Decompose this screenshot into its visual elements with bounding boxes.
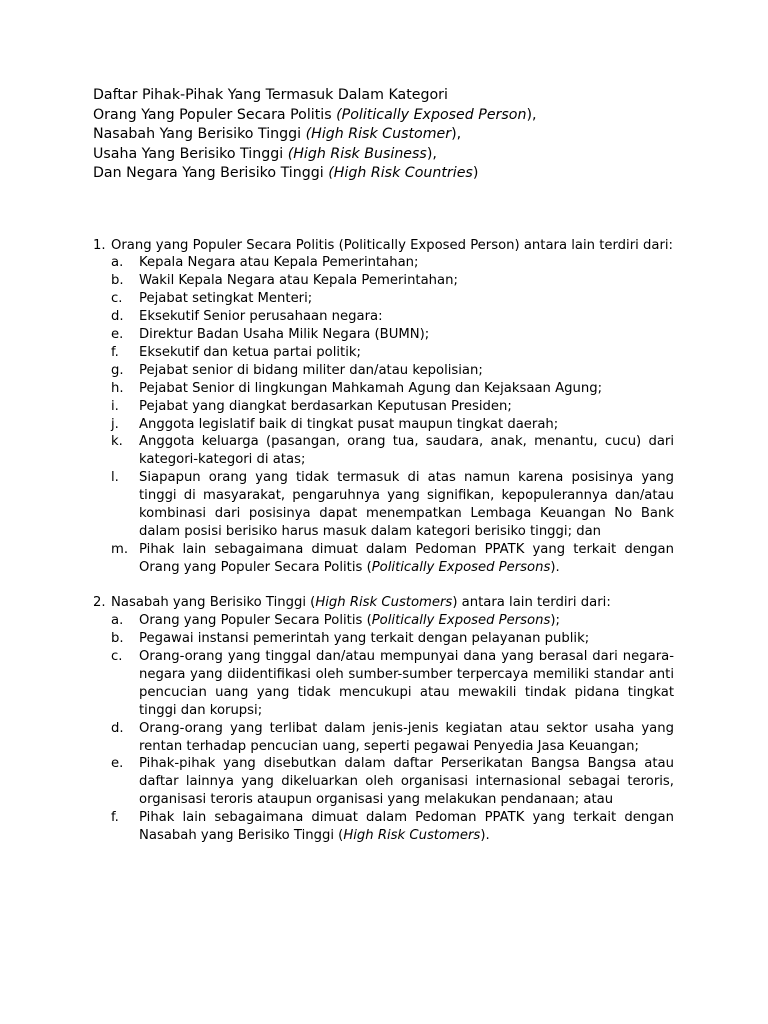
list-item-text: Direktur Badan Usaha Milik Negara (BUMN); — [139, 327, 430, 343]
document-title — [93, 86, 674, 184]
section-1 — [93, 237, 674, 577]
list-item-text — [139, 612, 674, 630]
list-marker: b. — [111, 273, 124, 289]
title-line-2-italic: (Politically Exposed Person — [336, 106, 527, 123]
list-item-text: Wakil Kepala Negara atau Kepala Pemerintahan; — [139, 273, 458, 289]
list-item-text — [139, 809, 674, 845]
title-line-3-text: Nasabah Yang Berisiko Tinggi — [93, 126, 306, 142]
list-item-text: Pejabat yang diangkat berdasarkan Keputusan Presiden; — [139, 398, 512, 414]
list-item-text-end: ). — [550, 559, 560, 575]
title-line-5 — [93, 164, 674, 184]
list-item — [111, 469, 674, 541]
list-marker: m. — [111, 541, 129, 557]
list-item — [111, 308, 674, 326]
list-item — [111, 344, 674, 362]
title-line-5-end: ) — [472, 165, 479, 181]
title-line-4 — [93, 145, 674, 165]
section-2-heading-part: Nasabah yang Berisiko Tinggi ( — [111, 595, 316, 611]
list-item — [111, 254, 674, 272]
section-1-heading-text: Orang yang Populer Secara Politis (Politically Exposed Person) antara lain terdiri dari: — [111, 237, 673, 253]
title-line-2-end: ), — [526, 106, 537, 123]
section-2-heading — [93, 594, 674, 612]
list-item — [111, 809, 674, 845]
list-item-text: Eksekutif dan ketua partai politik; — [139, 344, 361, 360]
list-item — [111, 290, 674, 308]
list-marker: d. — [111, 309, 124, 325]
list-marker: b. — [111, 631, 124, 647]
list-item — [111, 648, 674, 720]
list-item — [111, 630, 674, 648]
list-item-italic: Politically Exposed Persons — [371, 613, 551, 629]
list-item — [111, 755, 674, 809]
list-marker: f. — [111, 344, 119, 360]
list-item-text: Pegawai instansi pemerintah yang terkait dengan pelayanan publik; — [139, 631, 590, 647]
list-item-text: Pejabat Senior di lingkungan Mahkamah Agung dan Kejaksaan Agung; — [139, 380, 603, 396]
list-item-text: Pejabat senior di bidang militer dan/atau kepolisian; — [139, 362, 483, 378]
list-item-italic: High Risk Customers — [343, 828, 481, 844]
list-item-italic: Politically Exposed Persons — [371, 559, 551, 575]
list-item-text: Anggota keluarga (pasangan, orang tua, saudara, anak, menantu, cucu) dari kategori-kategori di atas; — [139, 434, 674, 468]
section-2-heading-end: ) antara lain terdiri dari: — [452, 595, 611, 611]
list-marker: a. — [111, 613, 124, 629]
list-item-text-end: ). — [480, 828, 490, 844]
title-line-4-italic: (High Risk Business — [287, 145, 427, 162]
list-item — [111, 398, 674, 416]
list-marker: k. — [111, 434, 123, 450]
section-2-number: 2. — [93, 595, 106, 611]
list-item-text-part: Orang yang Populer Secara Politis ( — [139, 613, 372, 629]
list-item-text: Orang-orang yang terlibat dalam jenis-jenis kegiatan atau sektor usaha yang rentan terhadap pencucian uang, seperti pegawai Penyedia Jasa Keuangan; — [139, 720, 674, 754]
list-item — [111, 720, 674, 756]
section-2-heading-italic: High Risk Customers — [315, 595, 453, 611]
section-2-heading-text — [111, 594, 674, 612]
list-item-text: Eksekutif Senior perusahaan negara: — [139, 309, 383, 325]
list-item-text: Anggota legislatif baik di tingkat pusat maupun tingkat daerah; — [139, 416, 559, 432]
section-1-list — [93, 254, 674, 576]
section-1-heading — [93, 237, 674, 255]
list-item-text: Kepala Negara atau Kepala Pemerintahan; — [139, 255, 419, 271]
list-item-text-part: Pihak lain sebagaimana dimuat dalam Pedoman PPATK yang terkait dengan Nasabah yang Berisiko Tinggi ( — [139, 810, 674, 844]
title-line-4-text: Usaha Yang Berisiko Tinggi — [93, 145, 288, 162]
list-item — [111, 326, 674, 344]
list-marker: f. — [111, 810, 119, 826]
list-item — [111, 362, 674, 380]
list-marker: a. — [111, 255, 124, 271]
list-item — [111, 272, 674, 290]
list-marker: g. — [111, 362, 124, 378]
title-line-3-end: ), — [451, 126, 462, 142]
list-item-text: Pejabat setingkat Menteri; — [139, 291, 313, 307]
list-marker: l. — [111, 470, 119, 486]
list-marker: c. — [111, 291, 123, 307]
list-item-text: Pihak-pihak yang disebutkan dalam daftar Perserikatan Bangsa Bangsa atau daftar lainnya yang dikeluarkan oleh organisasi internasional sebagai teroris, organisasi teroris ataupun organisasi yang melakukan pendanaan; atau — [139, 756, 674, 808]
list-item — [111, 541, 674, 577]
section-1-number: 1. — [93, 237, 106, 253]
list-item — [111, 380, 674, 398]
list-item-text — [139, 541, 674, 577]
title-line-4-end: ), — [426, 145, 437, 162]
document-body — [93, 237, 674, 846]
list-item-text-end: ); — [550, 613, 560, 629]
list-marker: i. — [111, 398, 119, 414]
section-2 — [93, 594, 674, 845]
list-marker: c. — [111, 649, 123, 665]
title-line-5-italic: (High Risk Countries — [328, 165, 473, 181]
list-item-text-part: Pihak lain sebagaimana dimuat dalam Pedoman PPATK yang terkait dengan Orang yang Populer Secara Politis ( — [139, 541, 674, 575]
title-line-1: Daftar Pihak-Pihak Yang Termasuk Dalam Kategori — [93, 87, 448, 103]
list-marker: e. — [111, 327, 124, 343]
title-line-2 — [93, 106, 674, 126]
title-line-3 — [93, 125, 674, 145]
list-item — [111, 433, 674, 469]
list-item — [111, 612, 674, 630]
list-marker: e. — [111, 756, 124, 772]
list-item-text: Orang-orang yang tinggal dan/atau mempunyai dana yang berasal dari negara-negara yang diidentifikasi oleh sumber-sumber terpercaya memiliki standar anti pencucian uang yang tidak mencukupi atau mewakili tindak pidana tingkat tinggi dan korupsi; — [139, 649, 674, 718]
section-2-list — [93, 612, 674, 845]
title-line-3-italic: (High Risk Customer — [305, 126, 452, 142]
list-marker: h. — [111, 380, 124, 396]
list-item-text: Siapapun orang yang tidak termasuk di atas namun karena posisinya yang tinggi di masyarakat, pengaruhnya yang signifikan, kepopulerannya dan/atau kombinasi dari posisinya dapat menempatkan Lembaga Keuangan No Bank dalam posisi berisiko harus masuk dalam kategori berisiko tinggi; dan — [139, 470, 674, 539]
title-line-5-text: Dan Negara Yang Berisiko Tinggi — [93, 165, 329, 181]
title-line-2-text: Orang Yang Populer Secara Politis — [93, 106, 337, 123]
list-marker: j. — [111, 416, 119, 432]
list-item — [111, 416, 674, 434]
list-marker: d. — [111, 720, 124, 736]
